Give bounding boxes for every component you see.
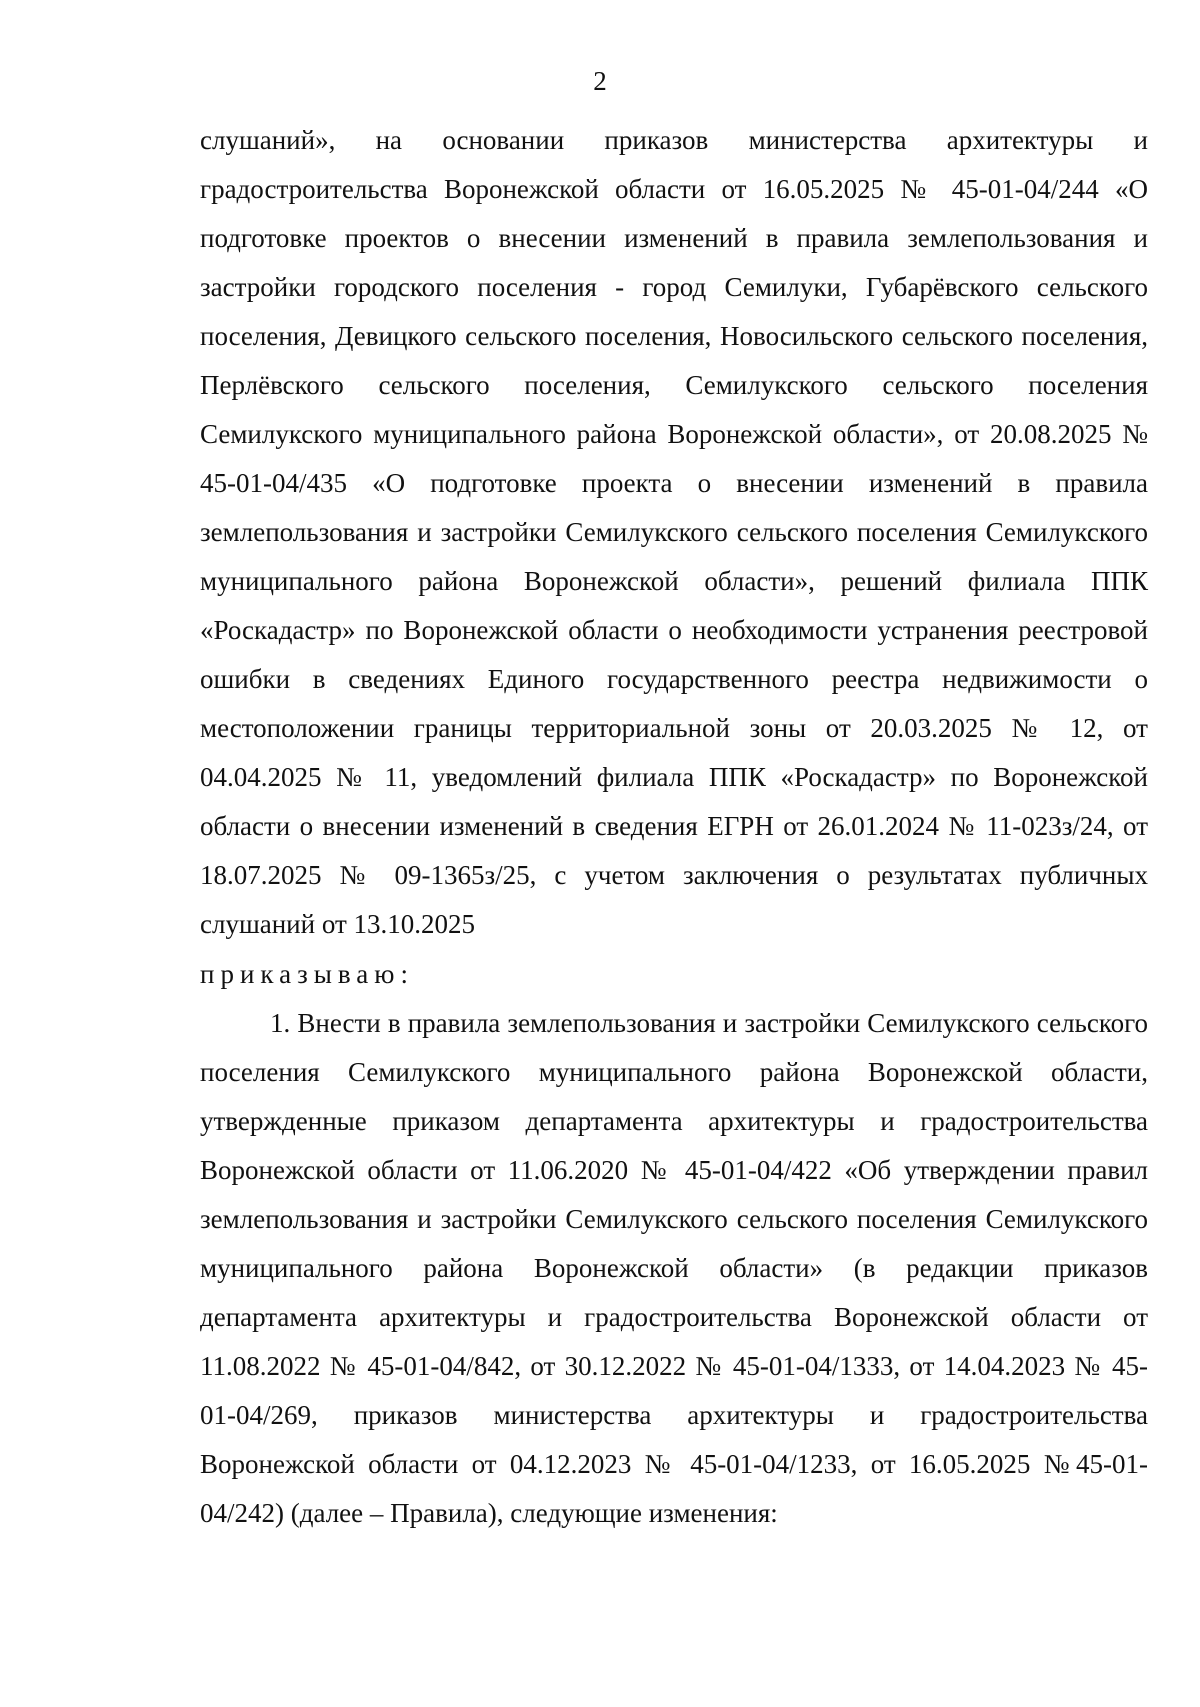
operative-word: приказываю: [200, 959, 414, 989]
clause-1-paragraph: 1. Внести в правила землепользования и застройки Семилукского сельского поселения Семилукского муниципального района Воронежской области, утвержденные приказом департамента архитектуры и градостроительства Воронежской области от 11.06.2020 № 45-01-04/422 «Об утверждении правил землепользования и застройки Семилукского сельского поселения Семилукского муниципального района Воронежской области» (в редакции приказов департамента архитектуры и градостроительства Воронежской области от 11.08.2022 № 45-01-04/842, от 30.12.2022 № 45-01-04/1333, от 14.04.2023 № 45-01-04/269, приказов министерства архитектуры и градостроительства Воронежской области от 04.12.2023 № 45-01-04/1233, от 16.05.2025 №45-01-04/242) (далее – Правила), следующие изменения: [200, 1008, 1148, 1528]
preamble-section [200, 116, 1148, 949]
preamble-paragraph: слушаний», на основании приказов министерства архитектуры и градостроительства Воронежской области от 16.05.2025 № 45-01-04/244 «О подготовке проектов о внесении изменений в правила землепользования и застройки городского поселения - город Семилуки, Губарёвского сельского поселения, Девицкого сельского поселения, Новосильского сельского поселения, Перлёвского сельского поселения, Семилукского сельского поселения Семилукского муниципального района Воронежской области», от 20.08.2025 № 45-01-04/435 «О подготовке проекта о внесении изменений в правила землепользования и застройки Семилукского сельского поселения Семилукского муниципального района Воронежской области», решений филиала ППК «Роскадастр» по Воронежской области о необходимости устранения реестровой ошибки в сведениях Единого государственного реестра недвижимости о местоположении границы территориальной зоны от 20.03.2025 № 12, от 04.04.2025 № 11, уведомлений филиала ППК «Роскадастр» по Воронежской области о внесении изменений в сведения ЕГРН от 26.01.2024 № 11-023з/24, от 18.07.2025 № 09-1365з/25, с учетом заключения о результатах публичных слушаний от 13.10.2025 [200, 125, 1148, 939]
clauses-section [200, 999, 1148, 1538]
page-number: 2 [593, 66, 607, 96]
